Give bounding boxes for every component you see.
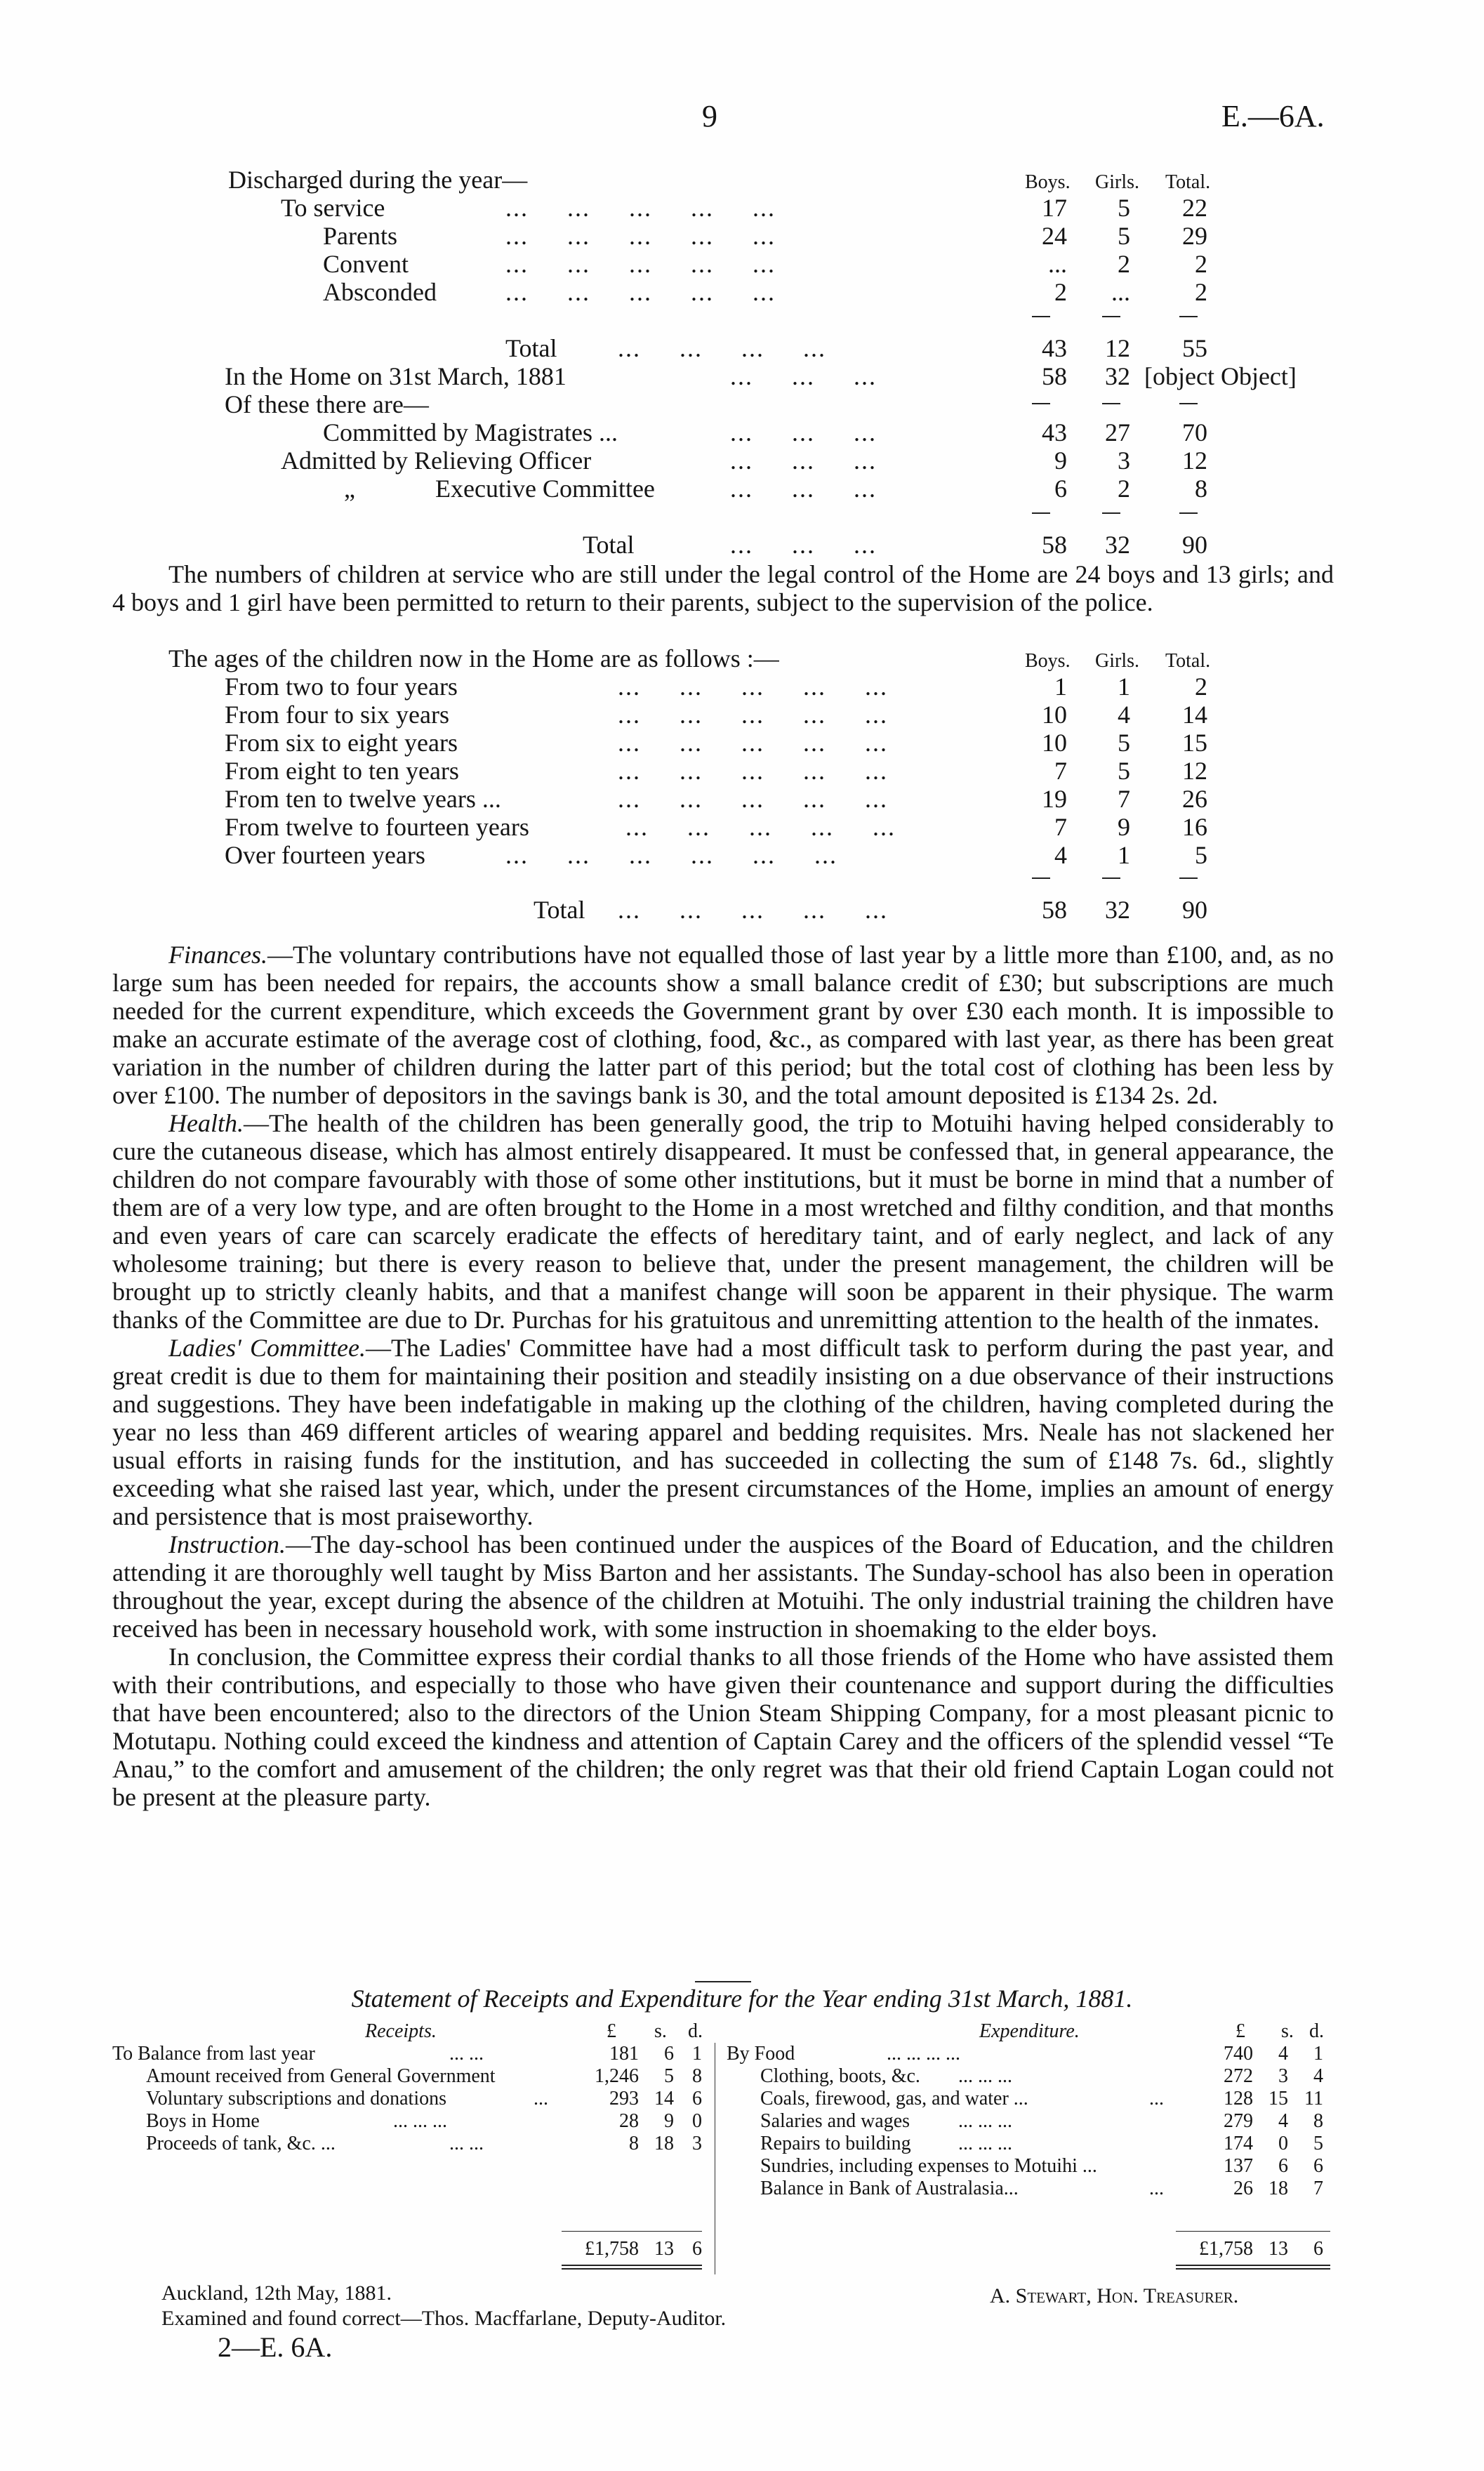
amount-shillings: 4 [1278,2043,1288,2065]
leader-dots: ... ... ... ... ... [505,194,776,222]
amount-pounds: 26 [1233,2178,1253,2199]
boys-value: 2 [1054,278,1067,306]
amount-pounds: 1,246 [595,2065,639,2087]
col-head-girls: Girls. [1095,171,1139,193]
boys-value: 17 [1042,194,1067,222]
girls-value: 12 [1105,334,1130,362]
leader-dots: ... ... ... ... ... [618,673,888,701]
amount-pence: 6 [692,2238,702,2260]
total-row [112,334,1484,362]
row-label: To Balance from last year [112,2043,315,2065]
girls-value: 32 [1105,896,1130,924]
boys-value: 10 [1042,729,1067,757]
row-label: Total [534,896,585,924]
amount-pence: 6 [692,2088,702,2109]
row-label: In the Home on 31st March, 1881 [225,362,567,390]
ages-table [112,644,1484,939]
boys-value: 10 [1042,701,1067,729]
girls-value: 3 [1118,446,1130,475]
sum-dash [1179,316,1198,317]
row-label: Salaries and wages [760,2110,910,2132]
table-row [112,813,1484,841]
leader-dots: ... ... [449,2133,484,2154]
total-value: 29 [1182,222,1207,250]
leader-dots: ... ... ... ... ... ... [505,841,837,869]
sum-dash [1102,512,1120,514]
boys-value: 58 [1042,531,1067,559]
amount-pounds: 279 [1224,2110,1253,2132]
row-label: Over fourteen years [225,841,425,869]
amount-pence: 3 [692,2133,702,2154]
row-label: Repairs to building [760,2133,911,2154]
girls-value: 5 [1118,757,1130,785]
table-row [112,673,1484,701]
row-label: Of these there are— [225,390,429,418]
sum-dash [1032,316,1050,317]
expenditure-row [727,2110,1358,2133]
amount-pence: 11 [1304,2088,1323,2109]
girls-value: 1 [1118,841,1130,869]
expenditure-row [727,2043,1358,2065]
leader-dots: ... ... ... ... ... [618,813,896,841]
signature-code: 2—E. 6A. [218,2331,333,2363]
receipt-row [112,2043,716,2065]
amount-shillings: 13 [654,2238,674,2260]
table-row [112,475,1484,503]
amount-shillings: 6 [1278,2155,1288,2177]
leader-dots: ... ... ... ... ... [618,701,888,729]
table-row [112,278,1484,306]
receipt-row [112,2110,716,2133]
amount-shillings: 9 [664,2110,674,2132]
row-label: From six to eight years [225,729,458,757]
double-rule [1176,2265,1330,2266]
boys-value: 7 [1054,813,1067,841]
sum-dash [1102,877,1120,879]
total-value: 15 [1182,729,1207,757]
leader-dots: ... ... ... ... ... [618,785,888,813]
receipts-total-row [112,2238,716,2260]
col-head-girls: Girls. [1095,650,1139,672]
total-value: 55 [1182,334,1207,362]
table-row [112,841,1484,869]
boys-value: 6 [1054,475,1067,503]
total-value: 26 [1182,785,1207,813]
total-value: 14 [1182,701,1207,729]
girls-value: 1 [1118,673,1130,701]
discharged-heading: Discharged during the year— [228,166,528,194]
row-label: Absconded [323,278,437,306]
section-title: Finances. [168,941,267,969]
boys-value: 58 [1042,362,1067,390]
col-head-total: Total. [1165,171,1211,193]
expenditure-total-row [727,2238,1358,2260]
amount-pounds: 28 [619,2110,639,2132]
girls-value: 5 [1118,222,1130,250]
boys-value: 1 [1054,673,1067,701]
amount-pence: 8 [692,2065,702,2087]
amount-shillings: 13 [1268,2238,1288,2260]
boys-value: 24 [1042,222,1067,250]
amount-pounds: 740 [1224,2043,1253,2065]
double-rule [1176,2268,1330,2270]
leader-dots: ... ... [449,2043,484,2065]
boys-value: ... [1048,250,1067,278]
boys-value: 7 [1054,757,1067,785]
amount-pounds: 181 [609,2043,639,2065]
amount-pence: 7 [1313,2178,1323,2199]
row-label: Admitted by Relieving Officer [281,446,592,475]
total-value: 90 [1182,531,1207,559]
table-row [112,757,1484,785]
total-value: 5 [1195,841,1207,869]
ladies-committee-paragraph [112,1334,1334,1530]
girls-value: 2 [1118,250,1130,278]
table-row [112,222,1484,250]
girls-value: 7 [1118,785,1130,813]
girls-value: ... [1111,278,1130,306]
leader-dots: ... [1149,2088,1164,2109]
amount-pence: 1 [692,2043,702,2065]
total-value: 90 [1182,896,1207,924]
receipts-heading: Receipts. [365,2020,437,2042]
leader-dots: ... ... ... [958,2133,1012,2154]
total-value: 8 [1195,475,1207,503]
amount-shillings: 14 [654,2088,674,2109]
section-text: —The voluntary contributions have not equalled those of last year by a little more than £100, and, as no large sum has been needed for repairs, the accounts show a small balance credit of £30; but subscriptions are much needed for the current expenditure, which exceeds the Government grant by over £30 each month. It is impossible to make an accurate estimate of the average cost of clothing, food, &c., as compared with last year, as there has been great variation in the number of children during the latter part of this period; but the total cost of clothing has been less by over £100. The number of depositors in the savings bank is 30, and the total amount deposited is £134 2s. 2d. [112,941,1334,1109]
statement-title: Statement of Receipts and Expenditure for the Year ending 31st March, 1881. [351,1985,1133,2013]
section-title: Instruction. [168,1530,286,1558]
sum-dash [1032,877,1050,879]
row-label: Voluntary subscriptions and donations [146,2088,447,2109]
receipt-row [112,2133,716,2155]
table-row [112,418,1484,446]
amount-pence: 4 [1313,2065,1323,2087]
leader-dots: ... ... ... [958,2110,1012,2132]
leader-dots: ... ... ... ... ... [618,757,888,785]
row-label: From ten to twelve years ... [225,785,501,813]
receipt-row [112,2065,716,2088]
girls-value: 32 [1105,531,1130,559]
leader-dots: ... ... ... ... ... [618,729,888,757]
total-value: 12 [1182,446,1207,475]
receipts-column [112,2020,716,2273]
finances-paragraph [112,941,1334,1109]
expenditure-row [727,2088,1358,2110]
ditto-mark: „ [344,475,355,503]
leader-dots: ... ... ... [730,418,877,446]
boys-value: 9 [1054,446,1067,475]
row-label: Committed by Magistrates ... [323,418,618,446]
service-note: The numbers of children at service who are still under the legal control of the Home are 24 boys and 13 girls; and 4 boys and 1 girl have been permitted to return to their parents, subject to the supervision of the police. [112,560,1334,616]
leader-dots: ... ... ... ... [887,2043,960,2065]
amount-shillings: 6 [664,2043,674,2065]
table-row [112,701,1484,729]
amount-shillings: 4 [1278,2110,1288,2132]
leader-dots: ... ... ... [730,531,877,559]
row-label: From eight to ten years [225,757,459,785]
table-row [112,446,1484,475]
amount-pence: 0 [692,2110,702,2132]
treasurer-signature: A. Stewart, Hon. Treasurer. [990,2284,1239,2307]
body-text [112,941,1334,1811]
amount-pence: 5 [1313,2133,1323,2154]
audit-line: Examined and found correct—Thos. Macffarlane, Deputy-Auditor. [161,2307,727,2330]
row-label: From twelve to fourteen years [225,813,529,841]
total-value: [object Object] [1144,362,1297,390]
amount-pounds: £1,758 [585,2238,639,2260]
sum-dash [1102,316,1120,317]
row-label: Proceeds of tank, &c. ... [146,2133,336,2154]
girls-value: 27 [1105,418,1130,446]
col-head-boys: Boys. [1025,171,1071,193]
instruction-paragraph [112,1530,1334,1643]
money-head-pounds: £ [1235,2020,1245,2042]
section-text: —The health of the children has been generally good, the trip to Motuihi having helped considerably to cure the cutaneous disease, which has almost entirely disappeared. It must be confessed that, in general appearance, the children do not compare favourably with those of some other institutions, but it must be borne in mind that a number of them are of a very low type, and are often brought to the Home in a most wretched and filthy condition, and that months and even years of care can scarcely eradicate the effects of hereditary taint, and of early neglect, and lack of any wholesome training; but there is every reason to believe that, under the present management, the children will be brought up to strictly cleanly habits, and that a manifest change will soon be apparent in their physique. The warm thanks of the Committee are due to Dr. Purchas for his gratuitous and unremitting attention to the health of the inmates. [112,1109,1334,1334]
amount-pence: 8 [1313,2110,1323,2132]
in-home-row [112,362,1484,390]
sum-dash [1032,512,1050,514]
money-head-shillings: s. [654,2020,667,2042]
table-row [112,785,1484,813]
money-head-pounds: £ [607,2020,616,2042]
leader-dots: ... ... ... ... ... [505,278,776,306]
boys-value: 58 [1042,896,1067,924]
amount-shillings: 5 [664,2065,674,2087]
sum-dash [1179,512,1198,514]
amount-pounds: 8 [629,2133,639,2154]
total-value: 2 [1195,250,1207,278]
leader-dots: ... ... ... ... ... [505,222,776,250]
amount-shillings: 15 [1268,2088,1288,2109]
table-row [112,729,1484,757]
expenditure-row [727,2065,1358,2088]
table-row [112,250,1484,278]
leader-dots: ... [534,2088,548,2109]
amount-pence: 6 [1313,2155,1323,2177]
leader-dots: ... ... ... [958,2065,1012,2087]
row-label: Parents [323,222,397,250]
expenditure-heading: Expenditure. [979,2020,1080,2042]
of-these-row [112,390,1484,418]
boys-value: 43 [1042,334,1067,362]
girls-value: 2 [1118,475,1130,503]
receipt-row [112,2088,716,2110]
row-label: Balance in Bank of Australasia... [760,2178,1019,2199]
row-label: Amount received from General Government [146,2065,496,2087]
total-value: 2 [1195,278,1207,306]
total-value: 12 [1182,757,1207,785]
leader-dots: ... ... ... [393,2110,447,2132]
leader-dots: ... ... ... ... ... [505,250,776,278]
section-title: Health. [168,1109,244,1137]
row-label: To service [281,194,385,222]
girls-value: 4 [1118,701,1130,729]
amount-shillings: 0 [1278,2133,1288,2154]
total-value: 22 [1182,194,1207,222]
row-label: Sundries, including expenses to Motuihi ... [760,2155,1097,2177]
amount-pounds: 174 [1224,2133,1253,2154]
total-value: 16 [1182,813,1207,841]
sum-dash [1179,877,1198,879]
discharged-table [112,166,1484,601]
money-head-pence: d. [1309,2020,1324,2042]
row-label: By Food [727,2043,795,2065]
health-paragraph [112,1109,1334,1334]
expenditure-column [727,2020,1358,2273]
boys-value: 19 [1042,785,1067,813]
leader-dots: ... ... ... ... ... [618,896,888,924]
sum-dash [1102,403,1120,404]
page-number: 9 [702,99,717,133]
section-text: —The Ladies' Committee have had a most difficult task to perform during the past year, and great credit is due to them for maintaining their position and steadily insisting on a due observance of their instructions and suggestions. They have been indefatigable in making up the clothing of the children, having completed during the year no less than 469 different articles of wearing apparel and bedding requisites. Mrs. Neale has not slackened her usual efforts in raising funds for the institution, and has succeeded in collecting the sum of £148 7s. 6d., slightly exceeding what she raised last year, which, under the present circumstances of the Home, implies an amount of energy and persistence that is most praiseworthy. [112,1334,1334,1530]
total-rule [1176,2231,1330,2232]
place-date: Auckland, 12th May, 1881. [161,2281,392,2305]
amount-pence: 1 [1313,2043,1323,2065]
conclusion-paragraph: In conclusion, the Committee express their cordial thanks to all those friends of the Home who have assisted them with their contributions, and especially to those who have given their countenance and support during the difficulties that have been encountered; also to the directors of the Union Steam Shipping Company, for a most pleasant picnic to Motutapu. Nothing could exceed the kindness and attention of Captain Carey and the officers of the splendid vessel “Te Anau,” to the comfort and amusement of the children; the only regret was that their old friend Captain Logan could not be present at the pleasure party. [112,1643,1334,1811]
total-row [112,896,1484,924]
amount-pounds: £1,758 [1199,2238,1253,2260]
row-label: Boys in Home [146,2110,260,2132]
amount-pence: 6 [1313,2238,1323,2260]
girls-value: 9 [1118,813,1130,841]
total-value: 2 [1195,673,1207,701]
money-head-shillings: s. [1281,2020,1294,2042]
sum-dash [1179,403,1198,404]
girls-value: 5 [1118,194,1130,222]
leader-dots: ... [1149,2178,1164,2199]
amount-shillings: 18 [1268,2178,1288,2199]
amount-pounds: 137 [1224,2155,1253,2177]
section-divider [695,1981,751,1982]
row-label: Total [583,531,635,559]
section-title: Ladies' Committee. [168,1334,366,1362]
col-head-total: Total. [1165,650,1211,672]
leader-dots: ... ... ... [730,362,877,390]
amount-pounds: 128 [1224,2088,1253,2109]
money-head-pence: d. [688,2020,703,2042]
expenditure-row [727,2133,1358,2155]
total-rule [562,2231,702,2232]
double-rule [562,2268,702,2270]
row-label: Executive Committee [435,475,655,503]
table-row [112,194,1484,222]
row-label: Total [505,334,557,362]
girls-value: 32 [1105,362,1130,390]
sum-dash [1032,403,1050,404]
amount-shillings: 3 [1278,2065,1288,2087]
amount-pounds: 272 [1224,2065,1253,2087]
amount-pounds: 293 [609,2088,639,2109]
row-label: Convent [323,250,409,278]
total-row [112,531,1484,559]
row-label: From four to six years [225,701,449,729]
row-label: Clothing, boots, &c. [760,2065,920,2087]
leader-dots: ... ... ... [730,446,877,475]
document-reference: E.—6A. [1221,99,1325,133]
total-value: 70 [1182,418,1207,446]
col-head-boys: Boys. [1025,650,1071,672]
amount-shillings: 18 [654,2133,674,2154]
expenditure-row [727,2155,1358,2178]
boys-value: 4 [1054,841,1067,869]
leader-dots: ... ... ... [730,475,877,503]
girls-value: 5 [1118,729,1130,757]
expenditure-row [727,2178,1358,2200]
section-text: —The day-school has been continued under the auspices of the Board of Education, and the children attending it are thoroughly well taught by Miss Barton and her assistants. The Sunday-school has also been in operation throughout the year, except during the absence of the children at Motuihi. The only industrial training the children have received has been in necessary household work, with some instruction in shoemaking to the elder boys. [112,1530,1334,1643]
ages-heading: The ages of the children now in the Home are as follows :— [168,644,779,673]
double-rule [562,2265,702,2266]
row-label: From two to four years [225,673,458,701]
leader-dots: ... ... ... ... [618,334,826,362]
row-label: Coals, firewood, gas, and water ... [760,2088,1028,2109]
boys-value: 43 [1042,418,1067,446]
